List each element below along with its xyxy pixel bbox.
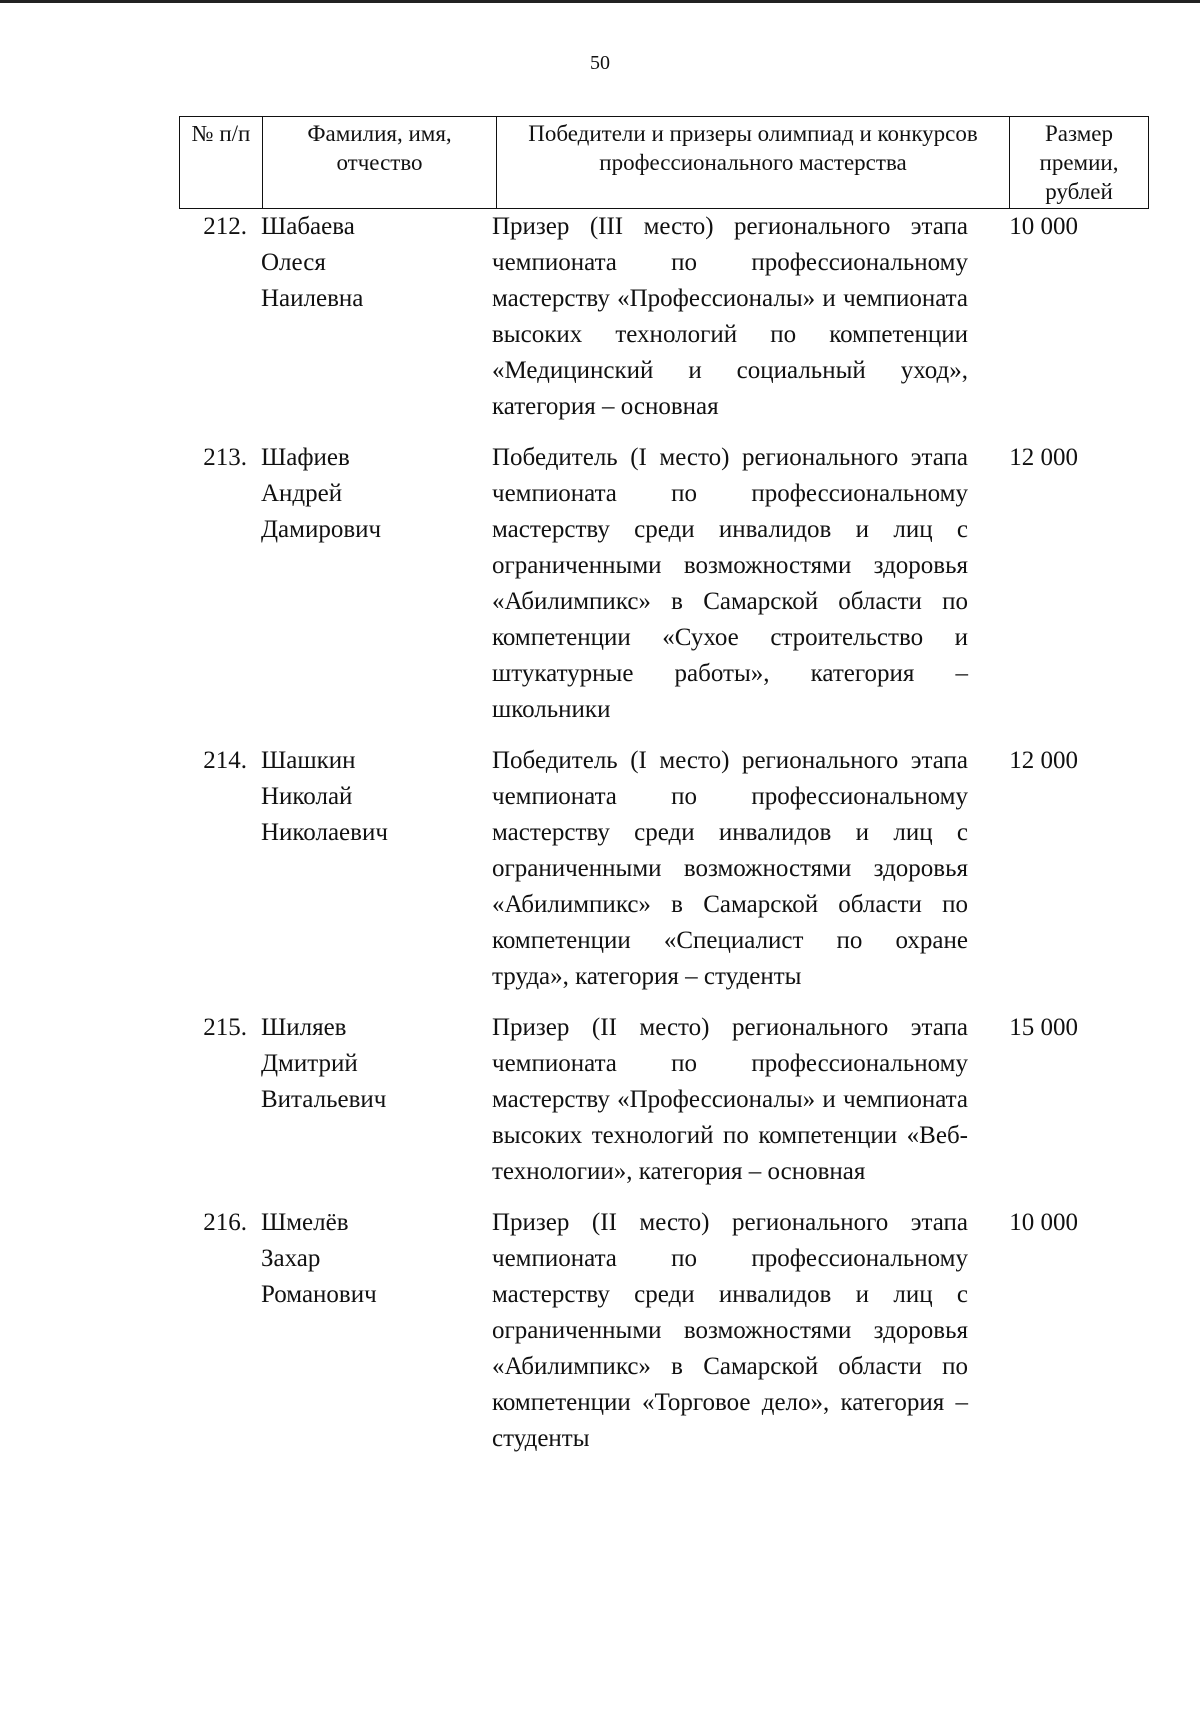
patronymic: Николаевич <box>261 819 388 846</box>
patronymic: Дамирович <box>261 516 382 543</box>
full-name <box>253 743 478 851</box>
page-number: 50 <box>590 52 610 74</box>
table-header-row <box>180 117 1149 209</box>
achievement-text: Победитель (I место) регионального этапа чемпионата по профессиональному мастерству среди инвалидов и лиц с ограниченными возможностями здоровья «Абилимпикс» в Самарской области по компетенции «Специалист по охране труда», категория – студенты <box>492 747 968 990</box>
row-number: 216. <box>203 1209 247 1236</box>
surname: Шафиев <box>261 444 350 471</box>
prize-amount: 12 000 <box>1009 747 1078 774</box>
header-achievement: Победители и призеры олимпиад и конкурсов профессионального мастерства <box>497 117 1010 209</box>
surname: Шабаева <box>261 213 355 240</box>
full-name <box>253 1010 478 1118</box>
table-row <box>179 743 1112 995</box>
row-number: 213. <box>203 444 247 471</box>
achievement-text: Призер (II место) регионального этапа чемпионата по профессиональному мастерству среди инвалидов и лиц с ограниченными возможностями здоровья «Абилимпикс» в Самарской области по компетенции «Торговое дело», категория – студенты <box>492 1209 968 1452</box>
prize-amount: 10 000 <box>1009 1209 1078 1236</box>
patronymic: Витальевич <box>261 1086 387 1113</box>
prize-amount: 10 000 <box>1009 213 1078 240</box>
achievement-text: Победитель (I место) регионального этапа чемпионата по профессиональному мастерству среди инвалидов и лиц с ограниченными возможностями здоровья «Абилимпикс» в Самарской области по компетенции «Сухое строительство и штукатурные работы», категория – школьники <box>492 444 968 723</box>
row-number: 215. <box>203 1014 247 1041</box>
awardee-list <box>179 209 1112 1472</box>
first-name: Олеся <box>261 249 326 276</box>
patronymic: Наилевна <box>261 285 364 312</box>
table-row <box>179 1205 1112 1457</box>
first-name: Николай <box>261 783 353 810</box>
full-name <box>253 209 478 317</box>
first-name: Захар <box>261 1245 321 1272</box>
row-number: 214. <box>203 747 247 774</box>
prize-amount: 15 000 <box>1009 1014 1078 1041</box>
row-number: 212. <box>203 213 247 240</box>
surname: Шмелёв <box>261 1209 349 1236</box>
header-name: Фамилия, имя, отчество <box>263 117 497 209</box>
surname: Шашкин <box>261 747 356 774</box>
full-name <box>253 440 478 548</box>
table-header <box>179 116 1149 209</box>
prize-amount: 12 000 <box>1009 444 1078 471</box>
achievement-text: Призер (II место) регионального этапа чемпионата по профессиональному мастерству «Профессионалы» и чемпионата высоких технологий по компетенции «Веб-технологии», категория – основная <box>492 1014 968 1185</box>
table-row <box>179 209 1112 425</box>
first-name: Андрей <box>261 480 343 507</box>
patronymic: Романович <box>261 1281 377 1308</box>
scan-edge-line <box>0 0 1200 3</box>
header-prize: Размер премии, рублей <box>1010 117 1149 209</box>
table-row <box>179 1010 1112 1190</box>
achievement-text: Призер (III место) регионального этапа чемпионата по профессиональному мастерству «Профессионалы» и чемпионата высоких технологий по компетенции «Медицинский и социальный уход», категория – основная <box>492 213 968 420</box>
surname: Шиляев <box>261 1014 347 1041</box>
full-name <box>253 1205 478 1313</box>
table-row <box>179 440 1112 728</box>
first-name: Дмитрий <box>261 1050 358 1077</box>
header-num: № п/п <box>180 117 263 209</box>
